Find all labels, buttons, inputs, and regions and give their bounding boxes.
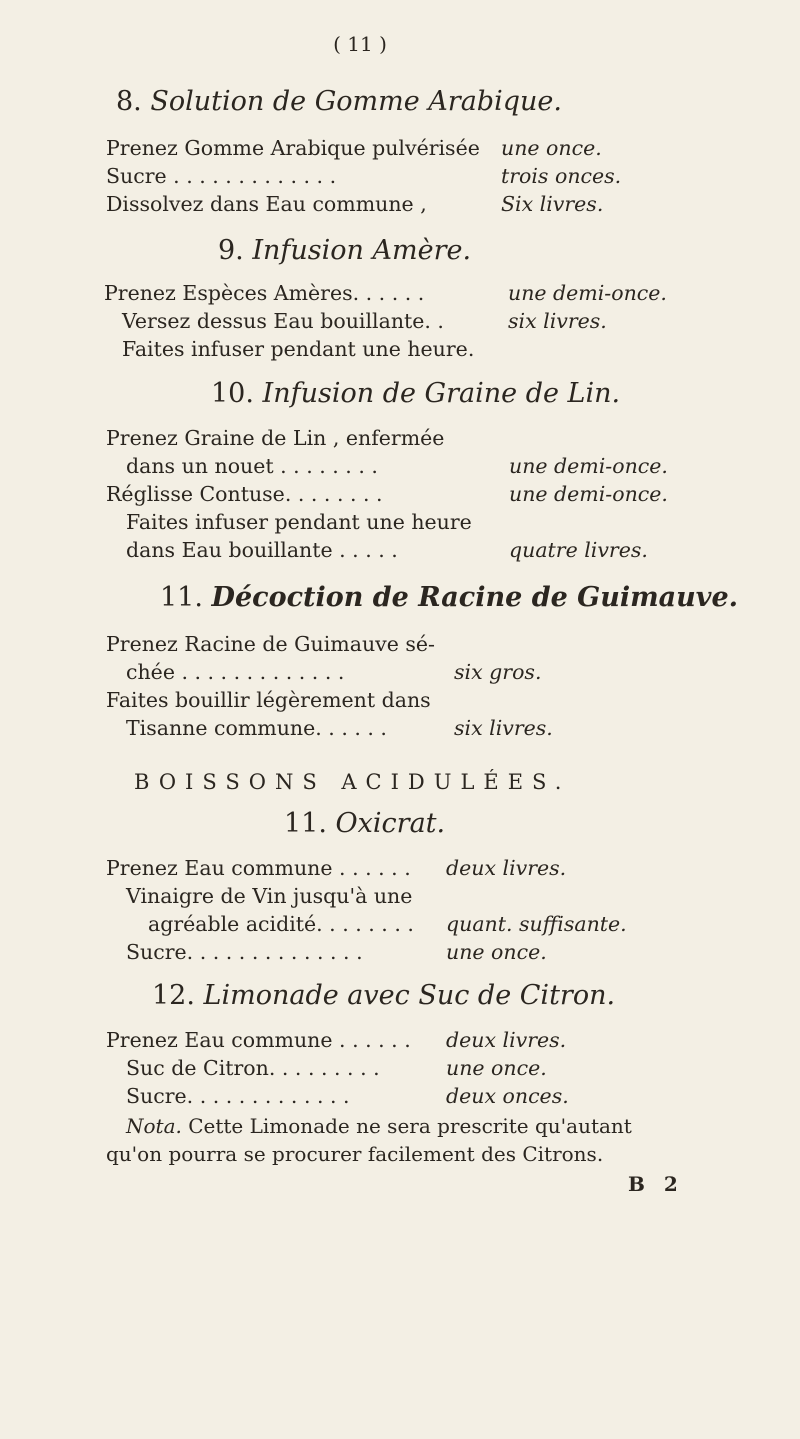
- section-title: Limonade avec Suc de Citron.: [203, 980, 616, 1011]
- nota-label: Nota.: [126, 1114, 182, 1138]
- section-10-heading: 10. Infusion de Graine de Lin.: [211, 378, 621, 409]
- signature-mark: B 2: [628, 1172, 684, 1196]
- section-title: Infusion Amère.: [252, 235, 472, 266]
- section-number: 8.: [116, 86, 142, 117]
- nota-line-2: qu'on pourra se procurer facilement des Citrons.: [106, 1142, 604, 1166]
- section-title: Infusion de Graine de Lin.: [262, 378, 621, 409]
- section-9-heading: 9. Infusion Amère.: [218, 235, 472, 266]
- nota-line-1: Nota. Cette Limonade ne sera prescrite qu'autant: [126, 1114, 632, 1138]
- category-heading: BOISSONS ACIDULÉES.: [134, 770, 571, 794]
- page-number: ( 11 ): [333, 32, 387, 56]
- section-title: Décoction de Racine de Guimauve.: [211, 582, 739, 613]
- section-title: Solution de Gomme Arabique.: [150, 86, 562, 117]
- section-11-heading: 11. Décoction de Racine de Guimauve.: [160, 582, 739, 613]
- section-title: Oxicrat.: [335, 808, 446, 839]
- section-8-heading: [116, 86, 562, 117]
- limonade-heading: 12. Limonade avec Suc de Citron.: [152, 980, 616, 1011]
- oxicrat-heading: 11. Oxicrat.: [284, 808, 446, 839]
- book-page: ( 11 ) 8. Solution de Gomme Arabique. Prenez Gomme Arabique pulvérisée une once. Sucre . . . . . . . . . . . . . trois onces. Dissolvez dans Eau commune , Six livres. 9. Infusion Amère. Prenez Espèces Amères. . . . . . une demi-once. Versez dessus Eau bouillante. . six livres. Faites infuser pendant une heure. 10. Infusion de Graine de Lin. Prenez Graine de Lin , enfermée dans un nouet . . . . . . . . une demi-once. Réglisse Contuse. . . . . . . . une demi-once. Faites infuser pendant une heure dans Eau bouillante . . . . . quatre livres. 11. Décoction de Racine de Guimauve. Prenez Racine de Guimauve sé- chée . . . . . . . . . . . . . six gros. Faites bouillir légèrement dans Tisanne commune. . . . . . six livres. BOISSONS ACIDULÉES. 11. Oxicrat. Prenez Eau commune . . . . . . deux livres. Vinaigre de Vin jusqu'à une agréable acidité. . . . . . . . quant. suffisante. Sucre. . . . . . . . . . . . . . une once. 12. Limonade avec Suc de Citron. Prenez Eau commune . . . . . . deux livres. Suc de Citron. . . . . . . . . une once. Sucre. . . . . . . . . . . . . deux onces. Nota. Cette Limonade ne sera prescrite qu'autant qu'on pourra se procurer facilement des Citrons. B 2: [0, 0, 800, 1439]
